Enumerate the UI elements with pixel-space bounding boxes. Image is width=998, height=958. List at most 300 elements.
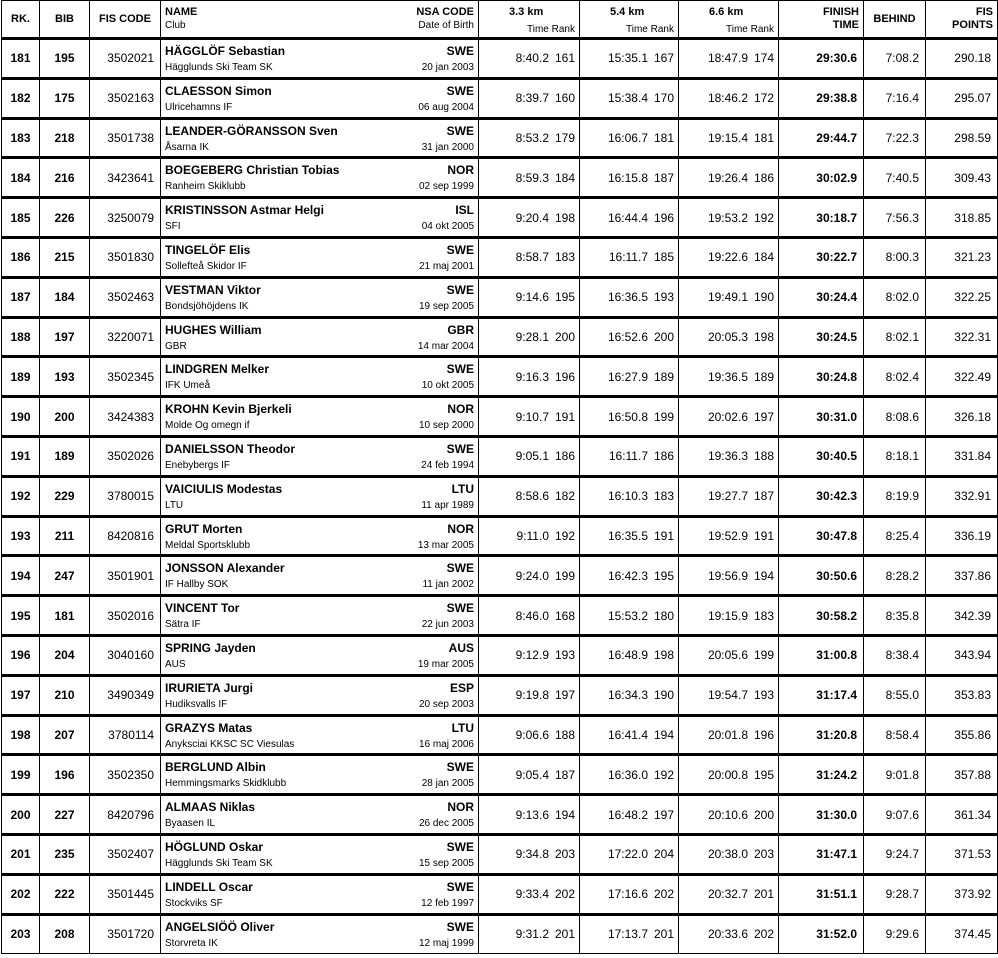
rank-cell: 183 bbox=[2, 118, 40, 158]
split3-cell bbox=[679, 357, 779, 397]
header-row bbox=[2, 1, 998, 39]
finish-time-cell: 30:42.3 bbox=[779, 476, 864, 516]
header-split1 bbox=[479, 1, 580, 39]
date-of-birth: 06 aug 2004 bbox=[418, 101, 474, 113]
nsa-code: SWE bbox=[446, 362, 474, 377]
finish-time-cell: 29:30.6 bbox=[779, 39, 864, 79]
header-split3-label: 6.6 km bbox=[709, 6, 744, 18]
header-split2-timerank: Time Rank bbox=[626, 24, 674, 35]
finish-time-cell: 30:47.8 bbox=[779, 516, 864, 556]
club-name: Storvreta IK bbox=[165, 937, 218, 949]
split3-time: 20:05.6 bbox=[707, 648, 748, 663]
fis-points-cell: 295.07 bbox=[926, 78, 998, 118]
club-name: Hudiksvalls IF bbox=[165, 698, 228, 710]
fis-points-cell: 326.18 bbox=[926, 397, 998, 437]
split3-cell bbox=[679, 516, 779, 556]
split1-cell bbox=[479, 237, 580, 277]
split1-rank: 186 bbox=[554, 449, 575, 464]
split3-cell bbox=[679, 834, 779, 874]
table-row bbox=[2, 198, 998, 238]
rank-cell: 202 bbox=[2, 874, 40, 914]
split1-cell bbox=[479, 436, 580, 476]
date-of-birth: 11 jan 2002 bbox=[422, 579, 474, 591]
rank-cell: 191 bbox=[2, 436, 40, 476]
nsa-code: NOR bbox=[447, 402, 474, 417]
split1-time: 9:13.6 bbox=[515, 807, 549, 822]
table-row bbox=[2, 158, 998, 198]
split2-cell bbox=[580, 158, 679, 198]
split1-rank: 182 bbox=[554, 489, 575, 504]
club-name: IFK Umeå bbox=[165, 380, 211, 392]
header-finish-l1: FINISH bbox=[822, 6, 859, 18]
split3-time: 19:15.9 bbox=[707, 608, 748, 623]
athlete-cell bbox=[161, 596, 479, 636]
table-row bbox=[2, 357, 998, 397]
bib-cell: 222 bbox=[40, 874, 90, 914]
split2-rank: 194 bbox=[653, 727, 674, 742]
fis-points-cell: 373.92 bbox=[926, 874, 998, 914]
rank-cell: 201 bbox=[2, 834, 40, 874]
split2-rank: 193 bbox=[653, 290, 674, 305]
rank-cell: 194 bbox=[2, 556, 40, 596]
finish-time-cell: 30:24.5 bbox=[779, 317, 864, 357]
fis-points-cell: 371.53 bbox=[926, 834, 998, 874]
behind-cell: 8:18.1 bbox=[864, 436, 926, 476]
fis-points-cell: 298.59 bbox=[926, 118, 998, 158]
date-of-birth: 02 sep 1999 bbox=[418, 181, 474, 193]
split3-rank: 186 bbox=[753, 170, 774, 185]
header-club-label: Club bbox=[165, 20, 186, 31]
fis-code-cell: 3501830 bbox=[90, 237, 161, 277]
split3-cell bbox=[679, 158, 779, 198]
split1-cell bbox=[479, 675, 580, 715]
header-behind: BEHIND bbox=[864, 1, 926, 39]
header-name bbox=[161, 1, 479, 39]
split1-rank: 188 bbox=[554, 727, 575, 742]
behind-cell: 9:07.6 bbox=[864, 795, 926, 835]
table-row bbox=[2, 675, 998, 715]
split2-time: 16:15.8 bbox=[607, 170, 648, 185]
date-of-birth: 20 sep 2003 bbox=[418, 698, 474, 710]
table-row bbox=[2, 715, 998, 755]
athlete-name: IRURIETA Jurgi bbox=[165, 680, 254, 695]
split1-cell bbox=[479, 874, 580, 914]
club-name: Sätra IF bbox=[165, 619, 201, 631]
nsa-code: GBR bbox=[447, 322, 474, 337]
split2-cell bbox=[580, 715, 679, 755]
fis-code-cell: 3502463 bbox=[90, 277, 161, 317]
split2-rank: 192 bbox=[653, 767, 674, 782]
split3-rank: 198 bbox=[753, 329, 774, 344]
split1-time: 8:39.7 bbox=[515, 91, 549, 106]
athlete-name: VAICIULIS Modestas bbox=[165, 481, 283, 496]
split2-cell bbox=[580, 516, 679, 556]
split3-time: 19:26.4 bbox=[707, 170, 748, 185]
split1-rank: 160 bbox=[554, 91, 575, 106]
split2-cell bbox=[580, 397, 679, 437]
fis-code-cell: 8420796 bbox=[90, 795, 161, 835]
fis-code-cell: 3040160 bbox=[90, 635, 161, 675]
club-name: Sollefteå Skidor IF bbox=[165, 260, 247, 272]
fis-code-cell: 3220071 bbox=[90, 317, 161, 357]
club-name: Byaasen IL bbox=[165, 818, 216, 830]
split2-cell bbox=[580, 78, 679, 118]
behind-cell: 8:35.8 bbox=[864, 596, 926, 636]
header-rank: RK. bbox=[2, 1, 40, 39]
finish-time-cell: 30:02.9 bbox=[779, 158, 864, 198]
rank-cell: 196 bbox=[2, 635, 40, 675]
split3-time: 20:38.0 bbox=[707, 847, 748, 862]
club-name: Hägglunds Ski Team SK bbox=[165, 857, 273, 869]
behind-cell: 9:24.7 bbox=[864, 834, 926, 874]
split1-time: 9:24.0 bbox=[515, 568, 549, 583]
split3-time: 20:00.8 bbox=[707, 767, 748, 782]
athlete-name: LINDGREN Melker bbox=[165, 362, 270, 377]
behind-cell: 9:28.7 bbox=[864, 874, 926, 914]
bib-cell: 247 bbox=[40, 556, 90, 596]
split1-rank: 179 bbox=[554, 130, 575, 145]
split3-time: 18:46.2 bbox=[707, 91, 748, 106]
header-nsa-label: NSA CODE bbox=[416, 6, 474, 18]
header-split3-timerank: Time Rank bbox=[726, 24, 774, 35]
header-fis-code: FIS CODE bbox=[90, 1, 161, 39]
nsa-code: ESP bbox=[449, 680, 474, 695]
table-row bbox=[2, 516, 998, 556]
fis-points-cell: 332.91 bbox=[926, 476, 998, 516]
date-of-birth: 19 sep 2005 bbox=[418, 300, 474, 312]
split1-cell bbox=[479, 317, 580, 357]
finish-time-cell: 31:51.1 bbox=[779, 874, 864, 914]
date-of-birth: 28 jan 2005 bbox=[421, 778, 474, 790]
split3-rank: 183 bbox=[753, 608, 774, 623]
split3-rank: 174 bbox=[753, 51, 774, 66]
split3-rank: 201 bbox=[753, 887, 774, 902]
nsa-code: SWE bbox=[446, 242, 474, 257]
split1-time: 9:10.7 bbox=[515, 409, 549, 424]
fis-code-cell: 3423641 bbox=[90, 158, 161, 198]
behind-cell: 7:16.4 bbox=[864, 78, 926, 118]
split2-cell bbox=[580, 198, 679, 238]
split3-cell bbox=[679, 476, 779, 516]
rank-cell: 203 bbox=[2, 914, 40, 954]
header-split1-label: 3.3 km bbox=[509, 6, 544, 18]
rank-cell: 200 bbox=[2, 795, 40, 835]
athlete-name: BERGLUND Albin bbox=[165, 760, 266, 775]
table-row bbox=[2, 874, 998, 914]
date-of-birth: 10 sep 2000 bbox=[418, 420, 474, 432]
split3-rank: 192 bbox=[753, 210, 774, 225]
nsa-code: SWE bbox=[446, 760, 474, 775]
split3-time: 20:02.6 bbox=[707, 409, 748, 424]
table-row bbox=[2, 834, 998, 874]
club-name: Enebybergs IF bbox=[165, 459, 231, 471]
fis-code-cell: 3502026 bbox=[90, 436, 161, 476]
split1-time: 9:06.6 bbox=[515, 727, 549, 742]
split3-rank: 191 bbox=[753, 528, 774, 543]
split2-cell bbox=[580, 635, 679, 675]
finish-time-cell: 31:00.8 bbox=[779, 635, 864, 675]
club-name: SFI bbox=[165, 221, 181, 233]
split2-cell bbox=[580, 277, 679, 317]
bib-cell: 196 bbox=[40, 755, 90, 795]
split1-cell bbox=[479, 715, 580, 755]
split1-time: 9:14.6 bbox=[515, 290, 549, 305]
split2-time: 16:41.4 bbox=[607, 727, 648, 742]
split2-time: 15:53.2 bbox=[607, 608, 648, 623]
athlete-cell bbox=[161, 715, 479, 755]
split1-time: 8:58.6 bbox=[515, 489, 549, 504]
nsa-code: LTU bbox=[451, 481, 474, 496]
split2-rank: 180 bbox=[653, 608, 674, 623]
split1-cell bbox=[479, 198, 580, 238]
results-table bbox=[1, 0, 998, 954]
athlete-cell bbox=[161, 755, 479, 795]
club-name: Anyksciai KKSC SC Viesulas bbox=[165, 738, 295, 750]
split2-rank: 185 bbox=[653, 250, 674, 265]
split3-rank: 203 bbox=[753, 847, 774, 862]
date-of-birth: 31 jan 2000 bbox=[421, 141, 474, 153]
split3-time: 19:27.7 bbox=[707, 489, 748, 504]
athlete-cell bbox=[161, 436, 479, 476]
split1-rank: 194 bbox=[554, 807, 575, 822]
finish-time-cell: 30:24.4 bbox=[779, 277, 864, 317]
fis-code-cell: 3502021 bbox=[90, 39, 161, 79]
fis-code-cell: 3250079 bbox=[90, 198, 161, 238]
finish-time-cell: 31:30.0 bbox=[779, 795, 864, 835]
split2-cell bbox=[580, 596, 679, 636]
rank-cell: 193 bbox=[2, 516, 40, 556]
split2-time: 17:22.0 bbox=[607, 847, 648, 862]
behind-cell: 8:08.6 bbox=[864, 397, 926, 437]
split1-time: 9:11.0 bbox=[516, 528, 549, 543]
split1-time: 9:33.4 bbox=[515, 887, 549, 902]
fis-points-cell: 337.86 bbox=[926, 556, 998, 596]
athlete-name: CLAESSON Simon bbox=[165, 83, 272, 98]
athlete-name: LINDELL Oscar bbox=[165, 879, 253, 894]
finish-time-cell: 31:47.1 bbox=[779, 834, 864, 874]
athlete-cell bbox=[161, 476, 479, 516]
split1-cell bbox=[479, 516, 580, 556]
finish-time-cell: 29:44.7 bbox=[779, 118, 864, 158]
split2-time: 16:42.3 bbox=[607, 568, 648, 583]
split1-cell bbox=[479, 397, 580, 437]
date-of-birth: 12 feb 1997 bbox=[421, 897, 474, 909]
split2-time: 16:11.7 bbox=[608, 250, 648, 265]
split2-cell bbox=[580, 436, 679, 476]
split1-time: 9:34.8 bbox=[515, 847, 549, 862]
split2-cell bbox=[580, 317, 679, 357]
bib-cell: 208 bbox=[40, 914, 90, 954]
table-row bbox=[2, 436, 998, 476]
behind-cell: 9:29.6 bbox=[864, 914, 926, 954]
rank-cell: 190 bbox=[2, 397, 40, 437]
rank-cell: 186 bbox=[2, 237, 40, 277]
split2-time: 16:44.4 bbox=[607, 210, 648, 225]
behind-cell: 8:55.0 bbox=[864, 675, 926, 715]
rank-cell: 185 bbox=[2, 198, 40, 238]
finish-time-cell: 31:52.0 bbox=[779, 914, 864, 954]
finish-time-cell: 29:38.8 bbox=[779, 78, 864, 118]
split3-cell bbox=[679, 635, 779, 675]
header-fis-l1: FIS bbox=[975, 6, 993, 18]
split1-cell bbox=[479, 795, 580, 835]
split1-cell bbox=[479, 39, 580, 79]
club-name: Hägglunds Ski Team SK bbox=[165, 62, 273, 73]
nsa-code: SWE bbox=[446, 83, 474, 98]
split2-cell bbox=[580, 874, 679, 914]
rank-cell: 187 bbox=[2, 277, 40, 317]
split1-time: 9:16.3 bbox=[515, 369, 549, 384]
table-row bbox=[2, 39, 998, 79]
split2-rank: 202 bbox=[653, 887, 674, 902]
nsa-code: SWE bbox=[446, 561, 474, 576]
nsa-code: ISL bbox=[455, 203, 474, 218]
athlete-name: HÄGGLÖF Sebastian bbox=[165, 44, 286, 58]
split3-cell bbox=[679, 675, 779, 715]
fis-points-cell: 343.94 bbox=[926, 635, 998, 675]
split2-rank: 200 bbox=[653, 329, 674, 344]
table-row bbox=[2, 317, 998, 357]
split2-rank: 190 bbox=[653, 688, 674, 703]
split1-rank: 196 bbox=[554, 369, 575, 384]
split1-cell bbox=[479, 755, 580, 795]
split3-cell bbox=[679, 556, 779, 596]
fis-points-cell: 353.83 bbox=[926, 675, 998, 715]
split2-cell bbox=[580, 675, 679, 715]
header-name-label: NAME bbox=[165, 6, 198, 18]
split2-time: 16:34.3 bbox=[607, 688, 648, 703]
split3-cell bbox=[679, 39, 779, 79]
finish-time-cell: 30:40.5 bbox=[779, 436, 864, 476]
split1-time: 9:20.4 bbox=[515, 210, 549, 225]
split2-rank: 183 bbox=[653, 489, 674, 504]
athlete-name: JONSSON Alexander bbox=[165, 561, 285, 576]
club-name: Ranheim Skiklubb bbox=[165, 181, 246, 193]
athlete-name: HÖGLUND Oskar bbox=[165, 839, 264, 854]
split1-cell bbox=[479, 476, 580, 516]
header-split1-timerank: Time Rank bbox=[527, 24, 575, 35]
split2-time: 15:35.1 bbox=[607, 51, 648, 66]
nsa-code: LTU bbox=[451, 720, 474, 735]
split3-rank: 187 bbox=[753, 489, 774, 504]
date-of-birth: 21 maj 2001 bbox=[418, 260, 474, 272]
split2-time: 16:35.5 bbox=[607, 528, 648, 543]
split1-time: 9:12.9 bbox=[515, 648, 549, 663]
header-fis-l2: POINTS bbox=[952, 19, 993, 31]
behind-cell: 8:25.4 bbox=[864, 516, 926, 556]
date-of-birth: 24 feb 1994 bbox=[421, 459, 474, 471]
header-finish bbox=[779, 1, 864, 39]
split1-rank: 161 bbox=[554, 51, 575, 66]
fis-code-cell: 3502163 bbox=[90, 78, 161, 118]
split2-cell bbox=[580, 834, 679, 874]
fis-code-cell: 3501720 bbox=[90, 914, 161, 954]
athlete-cell bbox=[161, 675, 479, 715]
club-name: Bondsjöhöjdens IK bbox=[165, 300, 249, 312]
split1-rank: 195 bbox=[554, 290, 575, 305]
split3-time: 19:54.7 bbox=[707, 688, 748, 703]
nsa-code: SWE bbox=[446, 123, 474, 138]
table-row bbox=[2, 118, 998, 158]
split3-rank: 202 bbox=[753, 927, 774, 942]
split2-rank: 189 bbox=[653, 369, 674, 384]
split1-cell bbox=[479, 357, 580, 397]
split2-time: 16:06.7 bbox=[607, 130, 648, 145]
split3-rank: 193 bbox=[753, 688, 774, 703]
split3-time: 20:05.3 bbox=[707, 329, 748, 344]
split2-rank: 167 bbox=[653, 51, 674, 66]
athlete-cell bbox=[161, 795, 479, 835]
finish-time-cell: 30:31.0 bbox=[779, 397, 864, 437]
athlete-cell bbox=[161, 78, 479, 118]
date-of-birth: 15 sep 2005 bbox=[418, 857, 474, 869]
bib-cell: 204 bbox=[40, 635, 90, 675]
fis-code-cell: 3502407 bbox=[90, 834, 161, 874]
nsa-code: SWE bbox=[446, 879, 474, 894]
header-split2 bbox=[580, 1, 679, 39]
fis-code-cell: 3501445 bbox=[90, 874, 161, 914]
finish-time-cell: 31:20.8 bbox=[779, 715, 864, 755]
split1-rank: 200 bbox=[554, 329, 575, 344]
split1-time: 8:40.2 bbox=[515, 51, 549, 66]
athlete-name: LEANDER-GÖRANSSON Sven bbox=[165, 123, 338, 138]
split2-time: 16:27.9 bbox=[607, 369, 648, 384]
club-name: AUS bbox=[165, 658, 186, 670]
split2-rank: 197 bbox=[653, 807, 674, 822]
date-of-birth: 14 mar 2004 bbox=[417, 340, 474, 352]
split3-rank: 199 bbox=[753, 648, 774, 663]
split2-rank: 187 bbox=[653, 170, 674, 185]
behind-cell: 8:00.3 bbox=[864, 237, 926, 277]
split3-cell bbox=[679, 755, 779, 795]
split2-time: 16:48.2 bbox=[607, 807, 648, 822]
bib-cell: 215 bbox=[40, 237, 90, 277]
split2-cell bbox=[580, 39, 679, 79]
athlete-name: ALMAAS Niklas bbox=[165, 800, 256, 815]
behind-cell: 8:38.4 bbox=[864, 635, 926, 675]
split2-cell bbox=[580, 914, 679, 954]
split3-cell bbox=[679, 874, 779, 914]
athlete-name: HUGHES William bbox=[165, 322, 262, 337]
behind-cell: 9:01.8 bbox=[864, 755, 926, 795]
club-name: Meldal Sportsklubb bbox=[165, 539, 251, 551]
athlete-name: SPRING Jayden bbox=[165, 640, 256, 655]
table-row bbox=[2, 397, 998, 437]
split2-time: 16:36.5 bbox=[607, 290, 648, 305]
bib-cell: 226 bbox=[40, 198, 90, 238]
fis-code-cell: 8420816 bbox=[90, 516, 161, 556]
date-of-birth: 13 mar 2005 bbox=[417, 539, 474, 551]
nsa-code: NOR bbox=[447, 800, 474, 815]
finish-time-cell: 30:50.6 bbox=[779, 556, 864, 596]
behind-cell: 8:28.2 bbox=[864, 556, 926, 596]
split1-cell bbox=[479, 834, 580, 874]
athlete-name: KROHN Kevin Bjerkeli bbox=[165, 402, 292, 417]
split1-cell bbox=[479, 158, 580, 198]
fis-points-cell: 374.45 bbox=[926, 914, 998, 954]
fis-code-cell: 3502016 bbox=[90, 596, 161, 636]
athlete-name: VINCENT Tor bbox=[165, 601, 240, 616]
finish-time-cell: 31:17.4 bbox=[779, 675, 864, 715]
split3-rank: 194 bbox=[753, 568, 774, 583]
behind-cell: 8:02.4 bbox=[864, 357, 926, 397]
split3-time: 20:10.6 bbox=[707, 807, 748, 822]
split3-rank: 190 bbox=[753, 290, 774, 305]
split3-cell bbox=[679, 198, 779, 238]
nsa-code: SWE bbox=[446, 839, 474, 854]
split3-time: 19:36.3 bbox=[707, 449, 748, 464]
fis-points-cell: 322.49 bbox=[926, 357, 998, 397]
